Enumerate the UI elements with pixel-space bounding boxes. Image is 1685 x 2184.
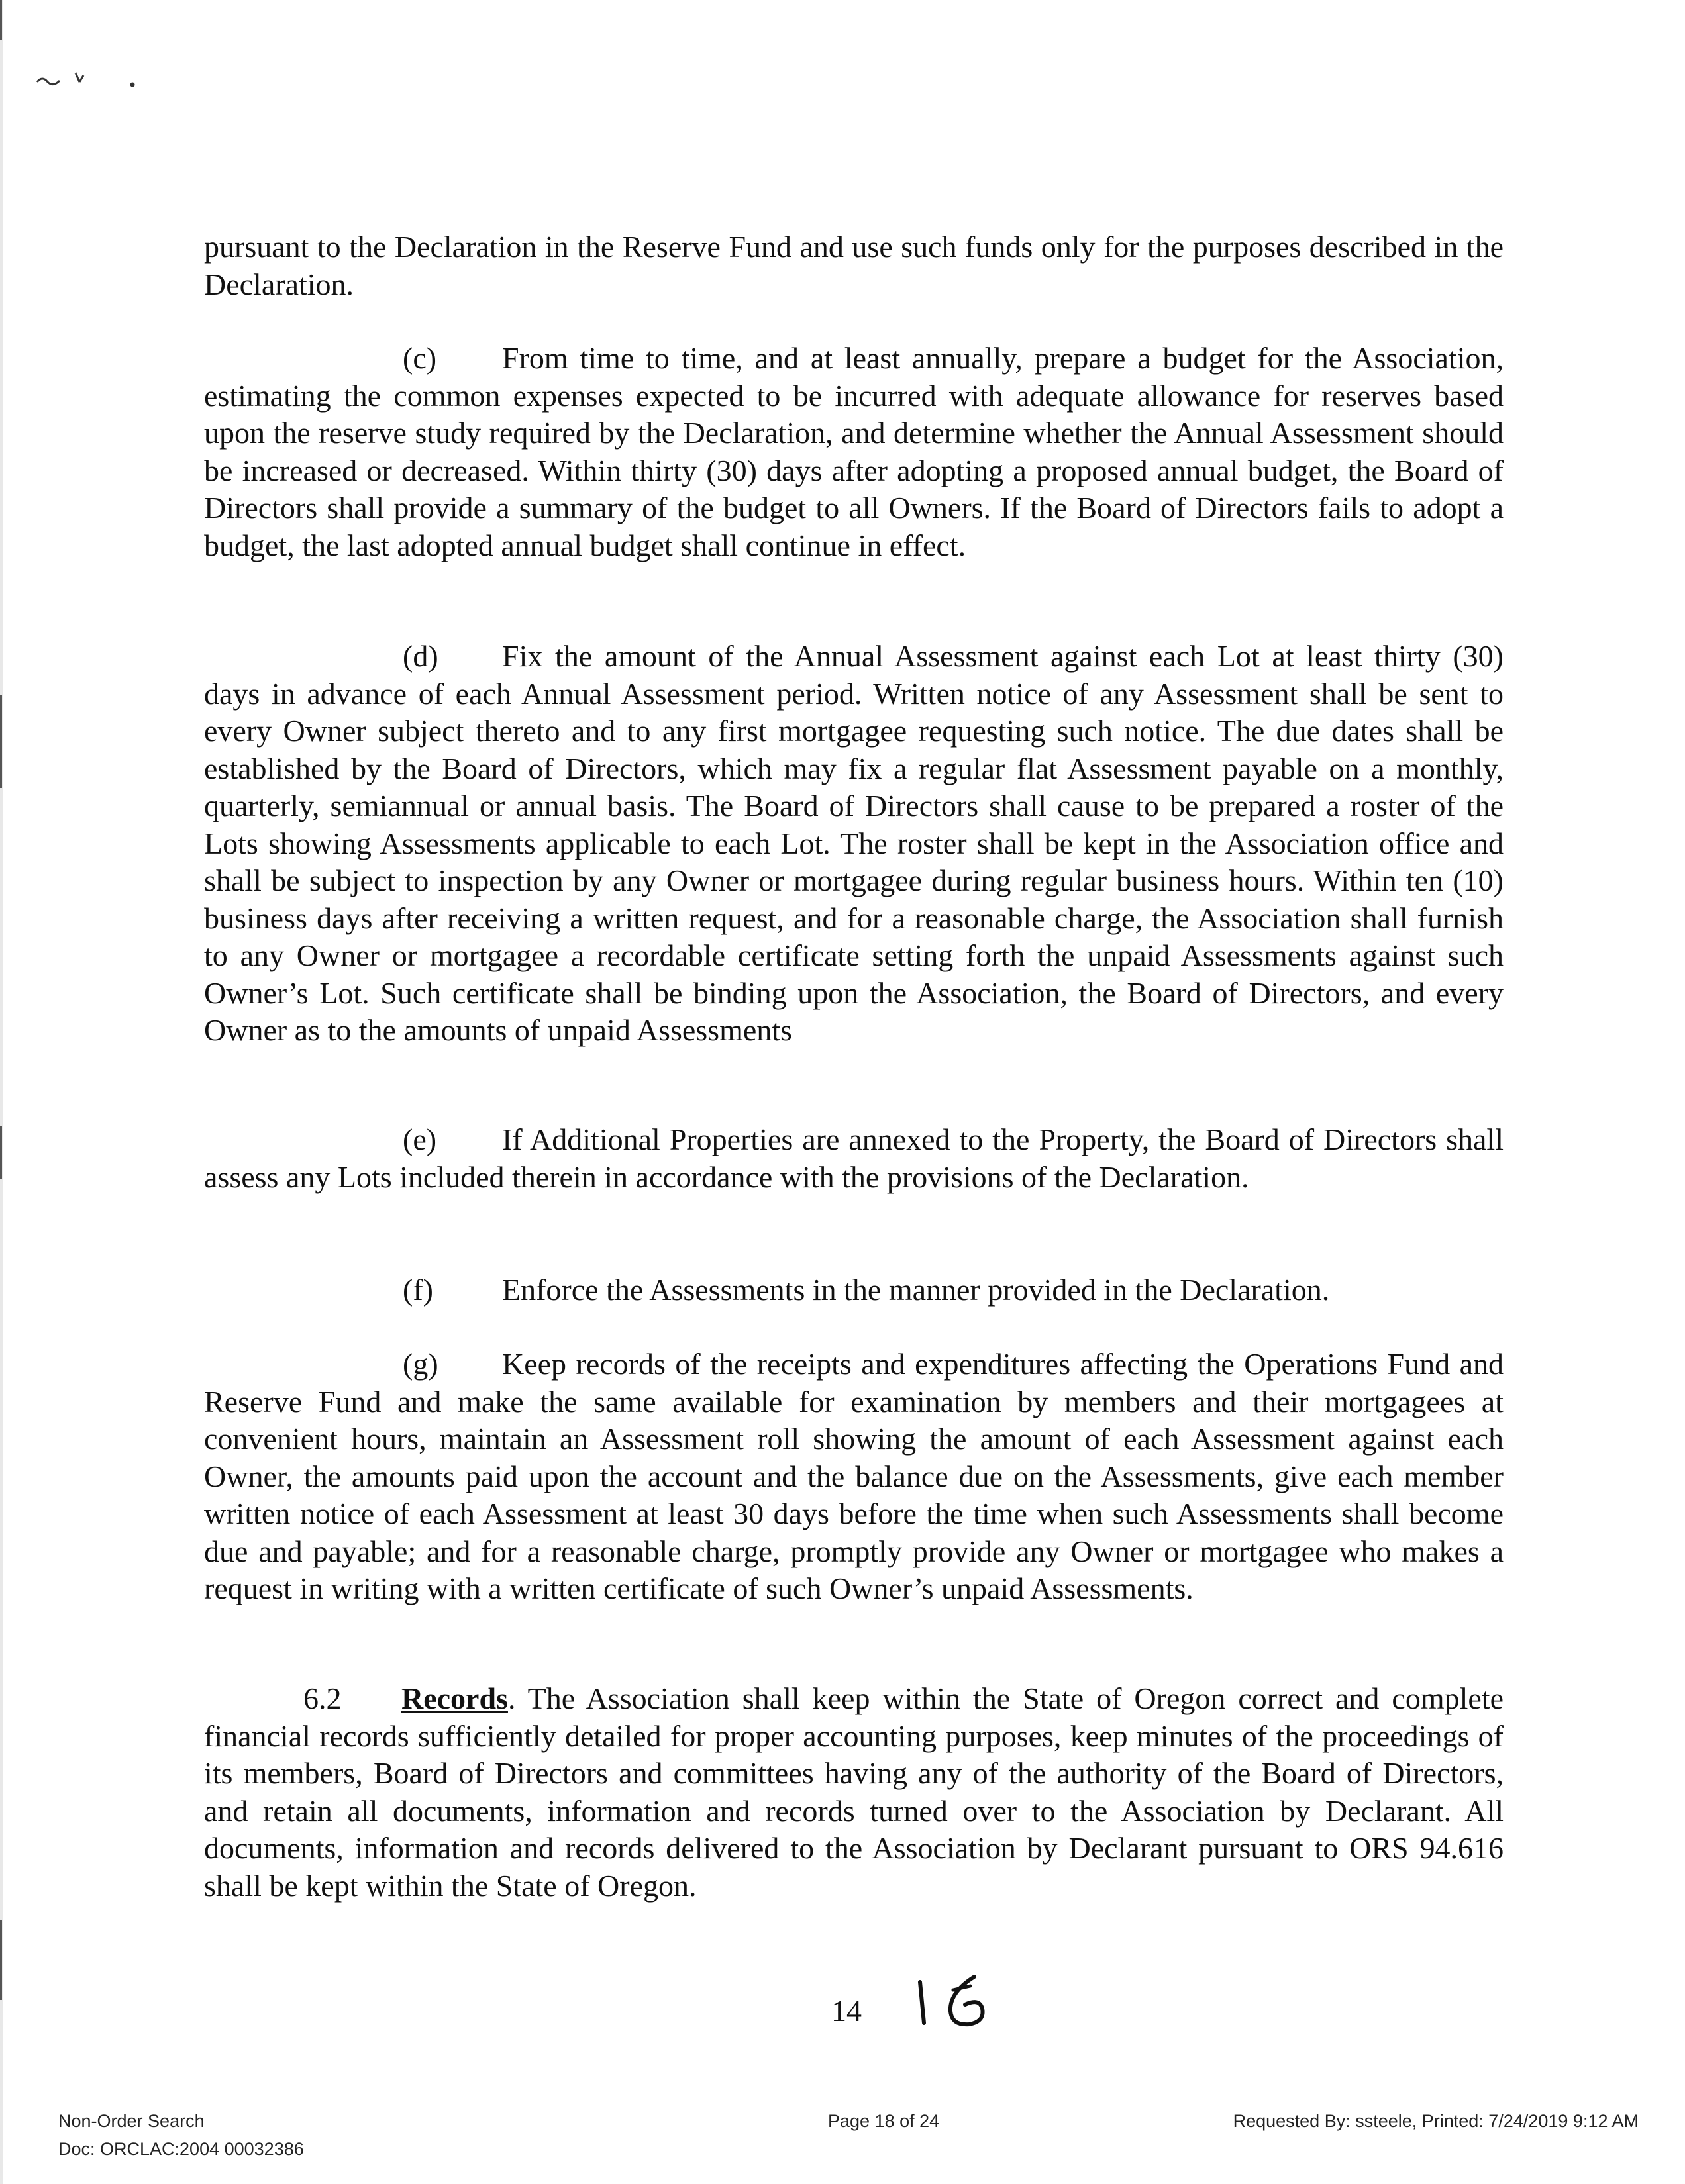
paragraph-body: Fix the amount of the Annual Assessment against each Lot at least thirty (30) days in advance of each Annual Assessment period. Written notice of any Assessment shall be sent to every Owner subject thereto and to any first mortgagee requesting such notice. The due dates shall be established by the Board of Directors, which may fix a regular flat Assessment payable on a monthly, quarterly, semiannual or annual basis. The Board of Directors shall cause to be prepared a roster of the Lots showing Assessments applicable to each Lot. The roster shall be kept in the Association office and shall be subject to inspection by any Owner or mortgagee during regular business hours. Within ten (10) business days after receiving a written request, and for a reasonable charge, the Association shall furnish to any Owner or mortgagee a recordable certificate setting forth the unpaid Assessments against such Owner’s Lot. Such certificate shall be binding upon the Association, the Board of Directors, and every Owner as to the amounts of unpaid Assessments [204,639,1504,1047]
footer-requested-by: Requested By: ssteele, Printed: 7/24/2019 9:12 AM [1233,2111,1639,2131]
paragraph-g [204,1346,1504,1608]
paragraph-body: Keep records of the receipts and expenditures affecting the Operations Fund and Reserve Fund and make the same available for examination by members and their mortgagees at convenient hours, maintain an Assessment roll showing the amount of each Assessment against each Owner, the amounts paid upon the account and the balance due on the Assessments, give each member written notice of each Assessment at least 30 days before the time when such Assessments shall become due and payable; and for a reasonable charge, promptly provide any Owner or mortgagee who makes a request in writing with a written certificate of such Owner’s unpaid Assessments. [204,1347,1504,1605]
footer-search-type: Non-Order Search [58,2111,205,2131]
paragraph-d [204,638,1504,1050]
section-6-2-records [204,1680,1504,1905]
scan-edge-mark [0,0,2,40]
page-number: 14 [831,1994,862,2028]
scan-edge-mark [0,1126,2,1179]
paragraph-e [204,1121,1504,1196]
paragraph-label: (c) [403,341,437,375]
section-number: 6.2 [303,1681,342,1715]
footer-doc-ref: Doc: ORCLAC:2004 00032386 [58,2139,304,2159]
paragraph-label: (e) [403,1122,437,1156]
scan-edge-mark [0,695,2,788]
paragraph-f [204,1271,1504,1309]
paragraph-body: If Additional Properties are annexed to the Property, the Board of Directors shall assess any Lots included therein in accordance with the provisions of the Declaration. [204,1122,1504,1194]
paragraph-label: (d) [403,639,438,673]
paragraph-label: (g) [403,1347,438,1381]
section-heading: Records [401,1681,508,1715]
paragraph-c [204,340,1504,564]
paragraph-reserve-fund-continuation: pursuant to the Declaration in the Reserve Fund and use such funds only for the purposes described in the Declaration. [204,230,1504,301]
scan-edge-mark [0,1920,2,2000]
footer-page-of: Page 18 of 24 [828,2111,940,2131]
handwritten-page-number [911,1970,1017,2030]
paragraph-body: Enforce the Assessments in the manner provided in the Declaration. [502,1273,1330,1307]
paragraph-body: From time to time, and at least annually, prepare a budget for the Association, estimating the common expenses expected to be incurred with adequate allowance for reserves based upon the reserve study required by the Declaration, and determine whether the Annual Assessment should be increased or decreased. Within thirty (30) days after adopting a proposed annual budget, the Board of Directors shall provide a summary of the budget to all Owners. If the Board of Directors fails to adopt a budget, the last adopted annual budget shall continue in effect. [204,341,1504,562]
scan-left-edge [0,0,3,2184]
section-body: . The Association shall keep within the State of Oregon correct and complete financial records sufficiently detailed for proper accounting purposes, keep minutes of the proceedings of its members, Board of Directors and committees having any of the authority of the Board of Directors, and retain all documents, information and records turned over to the Association by Declarant. All documents, information and records delivered to the Association by Declarant pursuant to ORS 94.616 shall be kept within the State of Oregon. [204,1681,1504,1903]
scan-artifact-mark [32,66,144,93]
paragraph-label: (f) [403,1273,433,1307]
